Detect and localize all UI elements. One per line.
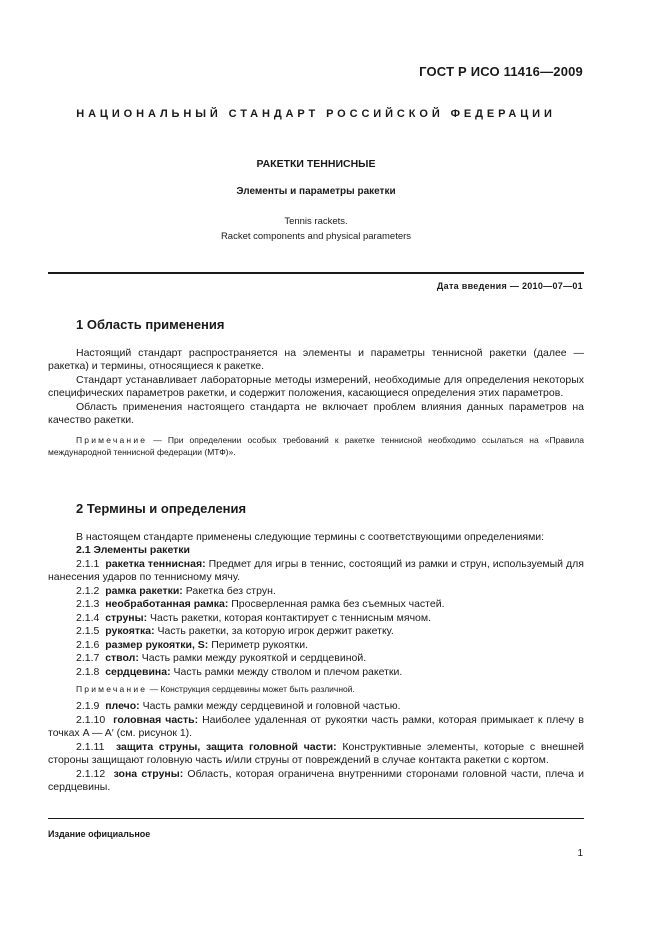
term-number: 2.1.8	[76, 665, 100, 678]
term-number: 2.1.7	[76, 652, 100, 664]
note-text: — При определении особых требований к ракетке теннисной необходимо ссылаться на «Правила международной теннисной федерации (МТФ)».	[48, 434, 584, 457]
paragraph: Стандарт устанавливает лабораторные методы измерений, необходимые для определения некоторых специфических параметров ракетки, и содержит положения, касающиеся определения этих параметров.	[48, 373, 584, 399]
term-name: рамка ракетки:	[105, 584, 183, 597]
term-definition: Часть рамки между стволом и плечом ракетки.	[170, 665, 403, 678]
term-number: 2.1.6	[76, 638, 100, 651]
term-number: 2.1.11	[76, 740, 105, 753]
note-label: Примечание	[76, 434, 148, 445]
term-entry	[48, 558, 584, 585]
header-divider	[48, 272, 584, 274]
term-name: зона струны:	[113, 767, 184, 780]
term-entry	[48, 598, 584, 612]
term-definition: Часть рамки между сердцевиной и головной частью.	[139, 700, 401, 712]
term-entry	[48, 714, 584, 741]
term-number: 2.1.1	[76, 557, 100, 570]
official-edition-label: Издание официальное	[48, 829, 151, 839]
standard-title: РАКЕТКИ ТЕННИСНЫЕ	[256, 158, 376, 170]
english-title	[48, 214, 584, 244]
term-number: 2.1.5	[76, 625, 100, 637]
term-definition: Просверленная рамка без съемных частей.	[228, 598, 445, 610]
note-label: Примечание	[76, 684, 148, 694]
term-name: струны:	[105, 611, 148, 624]
term-name: ствол:	[105, 652, 139, 664]
term-entry	[48, 639, 584, 653]
note-text: — Конструкция сердцевины может быть различной.	[147, 684, 355, 694]
term-number: 2.1.3	[76, 598, 100, 610]
term-number: 2.1.2	[76, 584, 100, 597]
term-name: необработанная рамка:	[105, 598, 229, 610]
term-entry	[48, 700, 584, 714]
paragraph: Область применения настоящего стандарта не включает проблем влияния данных параметров на качество ракетки.	[48, 400, 584, 426]
document-code: ГОСТ Р ИСО 11416—2009	[419, 64, 583, 79]
term-number: 2.1.12	[76, 767, 106, 780]
note	[48, 434, 584, 458]
term-name: сердцевина:	[105, 665, 171, 678]
term-definition: Ракетка без струн.	[182, 584, 276, 597]
term-definition: Часть ракетки, которая контактирует с теннисным мячом.	[147, 611, 432, 624]
term-definition: Область, которая ограничена внутренними сторонами головной части, плеча и сердцевины.	[48, 767, 585, 793]
section-title: 2 Термины и определения	[76, 501, 247, 516]
term-entry	[48, 666, 584, 680]
term-name: защита струны, защита головной части:	[115, 740, 337, 753]
term-definition: Периметр рукоятки.	[208, 638, 308, 651]
english-title-line: Racket components and physical parameters	[220, 231, 412, 242]
term-name: ракетка теннисная:	[105, 557, 206, 570]
term-name: размер рукоятки, S:	[105, 638, 209, 651]
english-title-line: Tennis rackets.	[284, 216, 348, 227]
term-name: плечо:	[105, 700, 140, 712]
paragraph: В настоящем стандарте применены следующие термины с соответствующими определениями:	[76, 530, 545, 543]
term-entry	[48, 612, 584, 626]
term-definition: Часть ракетки, за которую игрок держит ракетку.	[154, 625, 394, 637]
term-entry	[48, 741, 584, 768]
term-definition: Предмет для игры в теннис, состоящий из рамки и струн, используемый для нанесения ударов по теннисному мячу.	[48, 557, 584, 583]
section-title: 1 Область применения	[76, 317, 225, 332]
term-name: головная часть:	[113, 713, 199, 726]
term-entry	[48, 652, 584, 666]
paragraph: Настоящий стандарт распространяется на элементы и параметры теннисной ракетки (далее — ракетка) и термины, относящиеся к ракетке.	[48, 346, 584, 372]
term-number: 2.1.9	[76, 700, 100, 712]
term-definition: Наиболее удаленная от рукоятки часть рамки, которая примыкает к плечу в точках A — A′ (см. рисунок 1).	[48, 713, 584, 739]
term-number: 2.1.4	[76, 611, 100, 624]
national-standard-heading: НАЦИОНАЛЬНЫЙ СТАНДАРТ РОССИЙСКОЙ ФЕДЕРАЦИИ	[76, 108, 556, 120]
term-number: 2.1.10	[76, 713, 106, 726]
introduction-date: Дата введения — 2010—07—01	[436, 281, 583, 291]
footer-divider	[48, 818, 584, 819]
term-entry	[48, 585, 584, 599]
term-entry	[48, 768, 584, 795]
term-definition: Часть рамки между рукояткой и сердцевиной.	[138, 652, 367, 664]
page-number: 1	[577, 848, 583, 859]
subsection-title: 2.1 Элементы ракетки	[76, 544, 190, 556]
term-definition: Конструктивные элементы, которые с внешней стороны защищают головную часть и/или струны от повреждений в случае контакта ракетки с кортом.	[48, 740, 584, 766]
note	[48, 683, 584, 695]
standard-subtitle: Элементы и параметры ракетки	[236, 186, 396, 197]
term-entry	[48, 625, 584, 639]
term-name: рукоятка:	[105, 625, 155, 637]
section-scope	[48, 318, 584, 458]
section-terms	[48, 502, 584, 795]
